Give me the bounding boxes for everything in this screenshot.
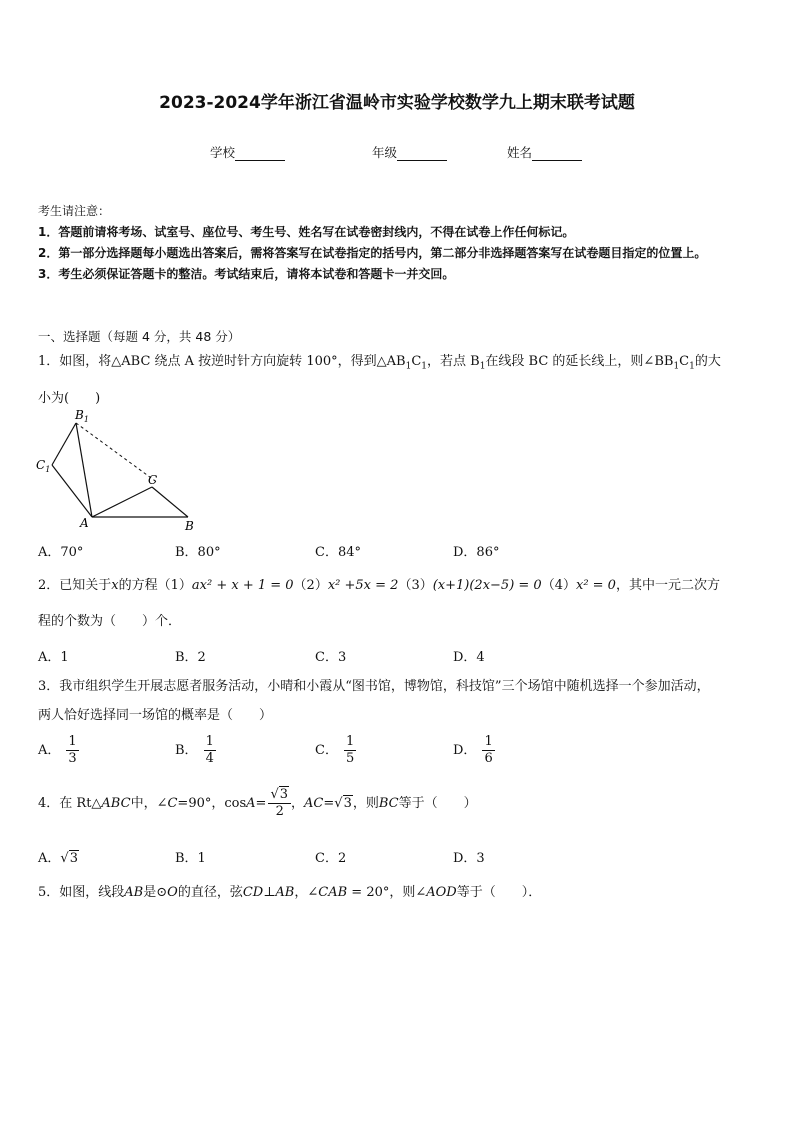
q5-line-1: 5．如图，线段AB是⊙O的直径，弦CD⊥AB，∠CAB = 20°，则∠AOD等于（ ）． — [38, 885, 542, 900]
question-1 — [38, 350, 760, 411]
q3-line-2: 两人恰好选择同一场馆的概率是（ ） — [38, 708, 273, 723]
name-label: 姓名 — [507, 145, 533, 160]
grade-blank — [397, 148, 447, 161]
q2-option-b[interactable]: B．2 — [175, 650, 206, 665]
label-a: A — [80, 516, 89, 530]
exam-notice — [38, 201, 760, 285]
q2-line-2: 程的个数为（ ）个． — [38, 614, 182, 629]
q1-rotation-figure — [30, 405, 205, 535]
notice-heading: 考生请注意： — [38, 204, 111, 218]
q2-option-a[interactable]: A．1 — [38, 650, 69, 665]
grade-label: 年级 — [372, 145, 398, 160]
q3-option-b[interactable]: B． $\frac{1}{4}$ — [175, 734, 214, 766]
name-field — [507, 143, 582, 161]
label-b: B — [185, 519, 194, 533]
q3-option-a[interactable]: A． $\frac{1}{3}$ — [38, 734, 77, 766]
q1-option-d[interactable]: D．86° — [453, 545, 500, 560]
extension-line-bc — [76, 423, 158, 483]
grade-field — [372, 143, 447, 161]
q4-option-d[interactable]: D．3 — [453, 851, 485, 866]
segment-b1c1 — [52, 423, 76, 465]
q1-option-c[interactable]: C．84° — [315, 545, 361, 560]
question-5 — [38, 881, 760, 905]
segment-ac1 — [52, 465, 92, 517]
q2-option-c[interactable]: C．3 — [315, 650, 347, 665]
section-heading: 一、选择题（每题 4 分，共 48 分） — [38, 329, 241, 344]
q2-options — [38, 646, 760, 676]
q4-line-1: 4．在 Rt△ABC中，∠C=90°，cosA= $\frac{√3}{2}$ ，AC=√3，则BC等于（ ） — [38, 787, 477, 819]
q1-option-a[interactable]: A．70° — [38, 545, 84, 560]
page-title: 2023-2024学年浙江省温岭市实验学校数学九上期末联考试题 — [159, 93, 635, 113]
q1-line-1: 1．如图，将△ABC 绕点 A 按逆时针方向旋转 100°，得到$\triangle AB_1C_1$，若点 $B_1$在线段 BC 的延长线上，则$\angle BB_1C_1$的大 — [38, 354, 721, 372]
question-3 — [38, 675, 760, 728]
notice-item-3: 3．考生必须保证答题卡的整洁。考试结束后，请将本试卷和答题卡一并交回。 — [38, 267, 455, 281]
name-blank — [532, 148, 582, 161]
school-blank — [235, 148, 285, 161]
q3-options — [38, 734, 760, 774]
q2-option-d[interactable]: D．4 — [453, 650, 485, 665]
segment-ac — [92, 487, 152, 517]
q1-line-2: 小为( ) — [38, 390, 101, 406]
q4-option-b[interactable]: B．1 — [175, 851, 206, 866]
q3-option-c[interactable]: C． $\frac{1}{5}$ — [315, 734, 355, 766]
school-label: 学校 — [210, 145, 236, 160]
notice-item-1: 1．答题前请将考场、试室号、座位号、考生号、姓名写在试卷密封线内，不得在试卷上作任何标记。 — [38, 225, 575, 239]
q3-option-d[interactable]: D． $\frac{1}{6}$ — [453, 734, 493, 766]
q4-option-a[interactable]: A．√3 — [38, 851, 78, 866]
q2-line-1: 2．已知关于x的方程（1）ax² + x + 1 = 0（2）x² +5x = 2（3）(x+1)(2x−5) = 0（4）x² = 0，其中一元二次方 — [38, 578, 720, 593]
q1-option-b[interactable]: B．80° — [175, 545, 221, 560]
q3-line-1: 3．我市组织学生开展志愿者服务活动，小晴和小霞从“图书馆，博物馆，科技馆”三个场馆中随机选择一个参加活动， — [38, 679, 710, 694]
label-c: C — [148, 473, 158, 487]
q1-options — [38, 541, 760, 571]
q4-option-c[interactable]: C．2 — [315, 851, 347, 866]
q4-options — [38, 847, 760, 877]
notice-item-2: 2．第一部分选择题每小题选出答案后，需将答案写在试卷指定的括号内，第二部分非选择题答案写在试卷题目指定的位置上。 — [38, 246, 707, 260]
label-b1: $B_1$ — [75, 408, 89, 424]
question-2 — [38, 574, 760, 634]
segment-cb — [152, 487, 188, 517]
label-c1: $C_1$ — [36, 458, 51, 474]
segment-ab1 — [76, 423, 92, 517]
school-field — [210, 143, 285, 161]
question-4 — [38, 787, 760, 820]
